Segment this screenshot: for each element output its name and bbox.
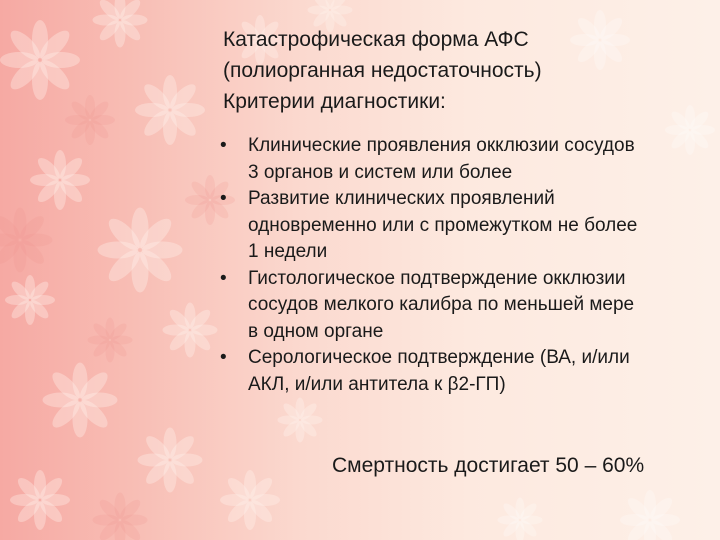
list-item-text: АКЛ, и/или антитела к β2-ГП) xyxy=(248,373,506,395)
mortality-note: Смертность достигает 50 – 60% xyxy=(332,454,645,477)
bullet-icon: • xyxy=(220,267,227,289)
criteria-list xyxy=(218,133,708,398)
bullet-icon: • xyxy=(220,135,227,156)
list-item-text: Гистологическое подтверждение окклюзии xyxy=(248,267,626,289)
list-item-text: Развитие клинических проявлений xyxy=(248,188,555,209)
list-item-text: Серологическое подтверждение (ВА, и/или xyxy=(248,347,630,368)
list-item xyxy=(218,345,708,398)
list-item xyxy=(218,133,708,186)
bullet-icon: • xyxy=(220,347,227,368)
bullet-icon: • xyxy=(220,188,227,209)
list-item-text: Клинические проявления окклюзии сосудов xyxy=(248,135,635,156)
slide-title xyxy=(223,24,693,117)
list-item-text: 3 органов и систем или более xyxy=(248,161,513,183)
list-item-text: в одном органе xyxy=(248,320,384,342)
title-line: Катастрофическая форма АФС xyxy=(223,28,529,51)
title-line: (полиорганная недостаточность) xyxy=(223,59,542,82)
list-item-text: 1 недели xyxy=(248,241,328,262)
list-item-text: одновременно или с промежутком не более xyxy=(248,214,638,236)
list-item xyxy=(218,186,708,266)
list-item xyxy=(218,266,708,346)
title-line: Критерии диагностики: xyxy=(223,90,446,113)
list-item-text: сосудов мелкого калибра по меньшей мере xyxy=(248,294,635,315)
